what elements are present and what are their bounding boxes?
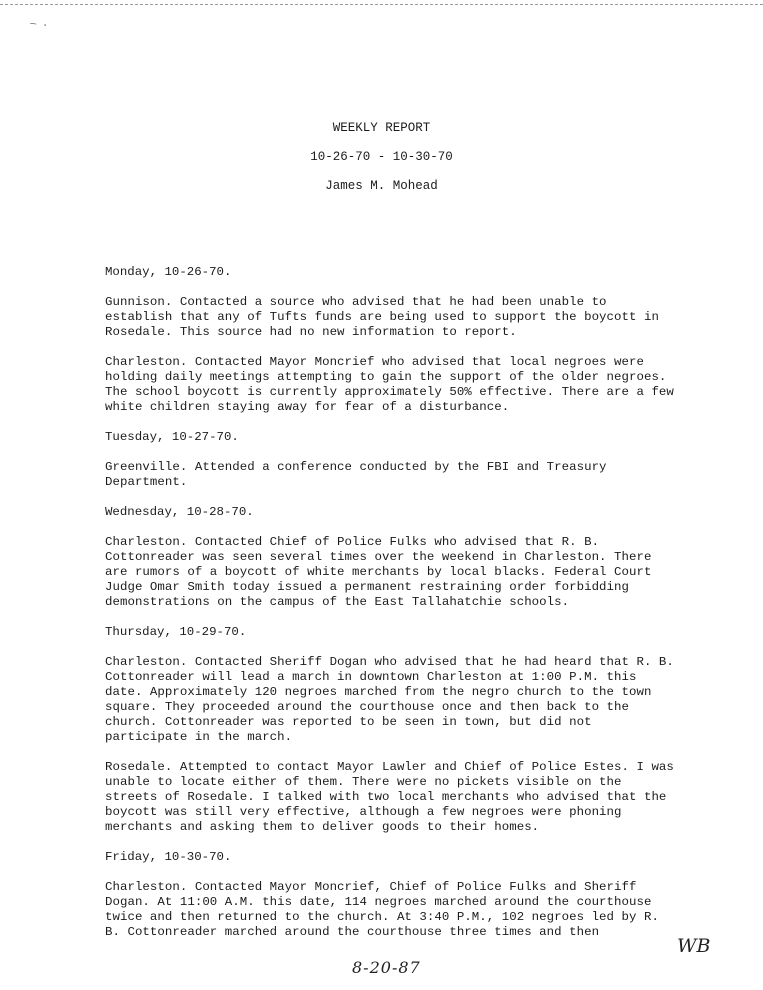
handwritten-stamp-number: 8-20-87 — [352, 958, 421, 977]
day-heading-tuesday: Tuesday, 10-27-70. — [105, 430, 239, 444]
handwritten-initials: WB — [677, 935, 711, 957]
report-title: WEEKLY REPORT — [332, 121, 431, 135]
report-date-range: 10-26-70 - 10-30-70 — [310, 150, 453, 164]
top-scan-rule — [0, 4, 763, 5]
day-heading-monday: Monday, 10-26-70. — [105, 265, 232, 279]
paragraph-charleston-thursday: Charleston. Contacted Sheriff Dogan who advised that he had heard that R. B. Cottonreader will lead a march in downtown Charleston at 1:00 P.M. this date. Approximately 120 negroes marched from the negro church to the town square. They proceeded around the courthouse once and then back to the church. Cottonreader was reported to be seen in town, but did not participate in the march. — [105, 655, 674, 744]
paragraph-rosedale: Rosedale. Attempted to contact Mayor Lawler and Chief of Police Estes. I was unable to locate either of them. There were no pickets visible on the streets of Rosedale. I talked with two local merchants who advised that the boycott was still very effective, although a few negroes were phoning merchants and asking them to deliver goods to their homes. — [105, 760, 674, 834]
day-heading-wednesday: Wednesday, 10-28-70. — [105, 505, 254, 519]
report-date-range-row — [0, 150, 763, 164]
day-heading-friday: Friday, 10-30-70. — [105, 850, 232, 864]
day-heading-thursday: Thursday, 10-29-70. — [105, 625, 247, 639]
paragraph-gunnison: Gunnison. Contacted a source who advised that he had been unable to establish that any of Tufts funds are being used to support the boycott in Rosedale. This source had no new information to report. — [105, 295, 659, 339]
paragraph-charleston-wednesday: Charleston. Contacted Chief of Police Fulks who advised that R. B. Cottonreader was seen several times over the weekend in Charleston. There are rumors of a boycott of white merchants by local blacks. Federal Court Judge Omar Smith today issued a permanent restraining order forbidding demonstrations on the campus of the East Tallahatchie schools. — [105, 535, 652, 609]
report-author-row — [0, 179, 763, 193]
report-title-row — [0, 121, 763, 135]
paragraph-charleston-friday: Charleston. Contacted Mayor Moncrief, Chief of Police Fulks and Sheriff Dogan. At 11:00 A.M. this date, 114 negroes marched around the courthouse twice and then returned to the church. At 3:40 P.M., 102 negroes led by R. B. Cottonreader marched around the courthouse three times and then — [105, 880, 659, 939]
report-author: James M. Mohead — [325, 179, 438, 193]
corner-scan-mark: — · — [29, 18, 49, 33]
paragraph-greenville: Greenville. Attended a conference conducted by the FBI and Treasury Department. — [105, 460, 607, 489]
paragraph-charleston-monday: Charleston. Contacted Mayor Moncrief who advised that local negroes were holding daily meetings attempting to gain the support of the older negroes. The school boycott is currently approximately 50% effective. There are a few white children staying away for fear of a disturbance. — [105, 355, 674, 414]
report-body — [105, 265, 675, 955]
